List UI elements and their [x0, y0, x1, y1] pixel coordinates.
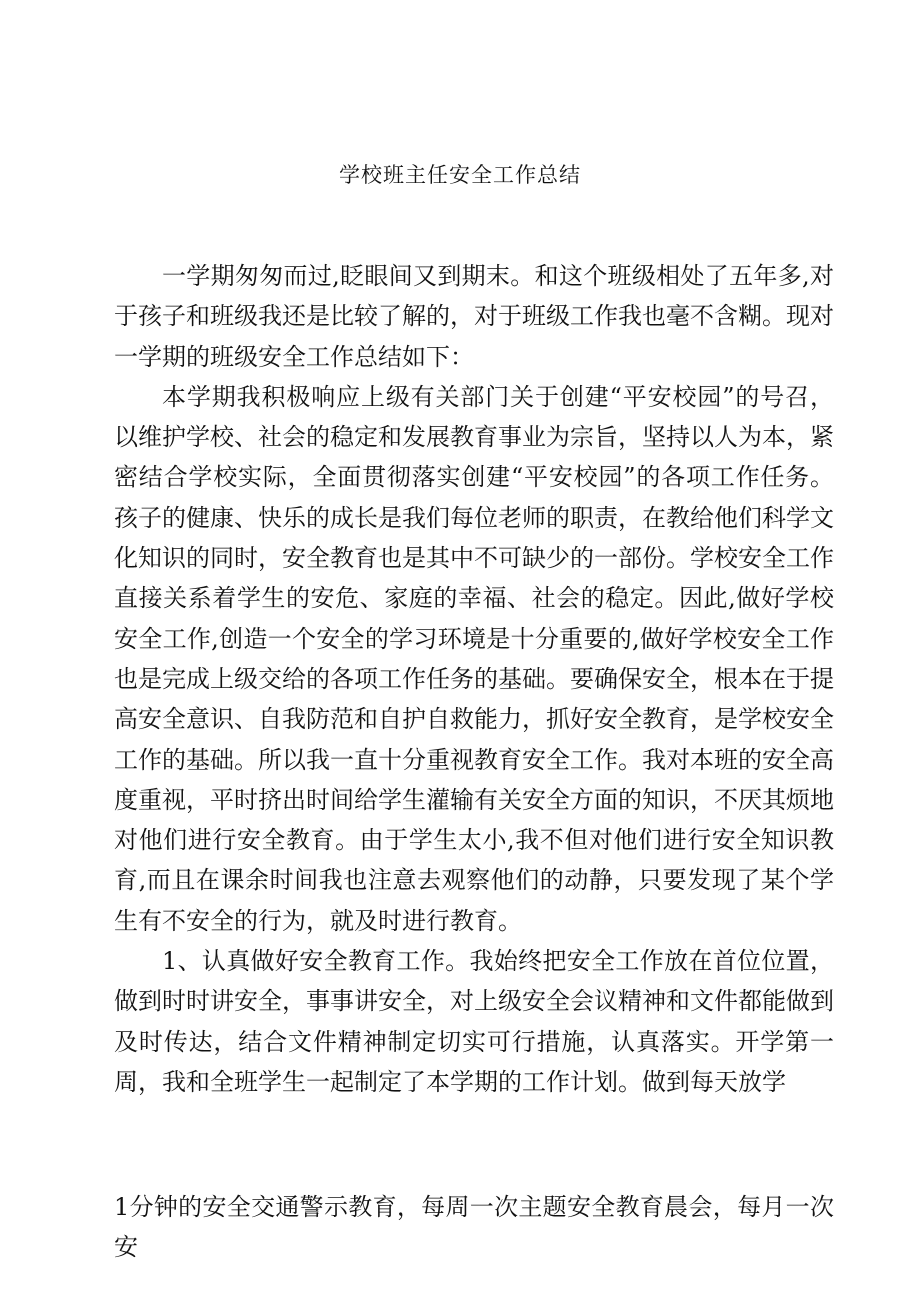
paragraph-continuation: 1分钟的安全交通警示教育，每周一次主题安全教育晨会，每月一次安	[114, 1193, 834, 1261]
document-body	[114, 256, 834, 1102]
paragraph-intro: 一学期匆匆而过,眨眼间又到期末。和这个班级相处了五年多,对于孩子和班级我还是比较了解的，对于班级工作我也毫不含糊。现对一学期的班级安全工作总结如下：	[114, 262, 834, 371]
paragraph-item-1: 1、认真做好安全教育工作。我始终把安全工作放在首位位置，做到时时讲安全，事事讲安全，对上级安全会议精神和文件都能做到及时传达，结合文件精神制定切实可行措施，认真落实。开学第一周，我和全班学生一起制定了本学期的工作计划。做到每天放学	[114, 947, 834, 1096]
document-title: 学校班主任安全工作总结	[339, 163, 581, 187]
paragraph-safety-campaign: 本学期我积极响应上级有关部门关于创建“平安校园”的号召，以维护学校、社会的稳定和发展教育事业为宗旨，坚持以人为本，紧密结合学校实际，全面贯彻落实创建“平安校园”的各项工作任务。孩子的健康、快乐的成长是我们每位老师的职责，在教给他们科学文化知识的同时，安全教育也是其中不可缺少的一部份。学校安全工作直接关系着学生的安危、家庭的幸福、社会的稳定。因此,做好学校安全工作,创造一个安全的学习环境是十分重要的,做好学校安全工作也是完成上级交给的各项工作任务的基础。要确保安全，根本在于提高安全意识、自我防范和自护自救能力，抓好安全教育，是学校安全工作的基础。所以我一直十分重视教育安全工作。我对本班的安全高度重视，平时挤出时间给学生灌输有关安全方面的知识，不厌其烦地对他们进行安全教育。由于学生太小,我不但对他们进行安全知识教育,而且在课余时间我也注意去观察他们的动静，只要发现了某个学生有不安全的行为，就及时进行教育。	[114, 382, 834, 935]
